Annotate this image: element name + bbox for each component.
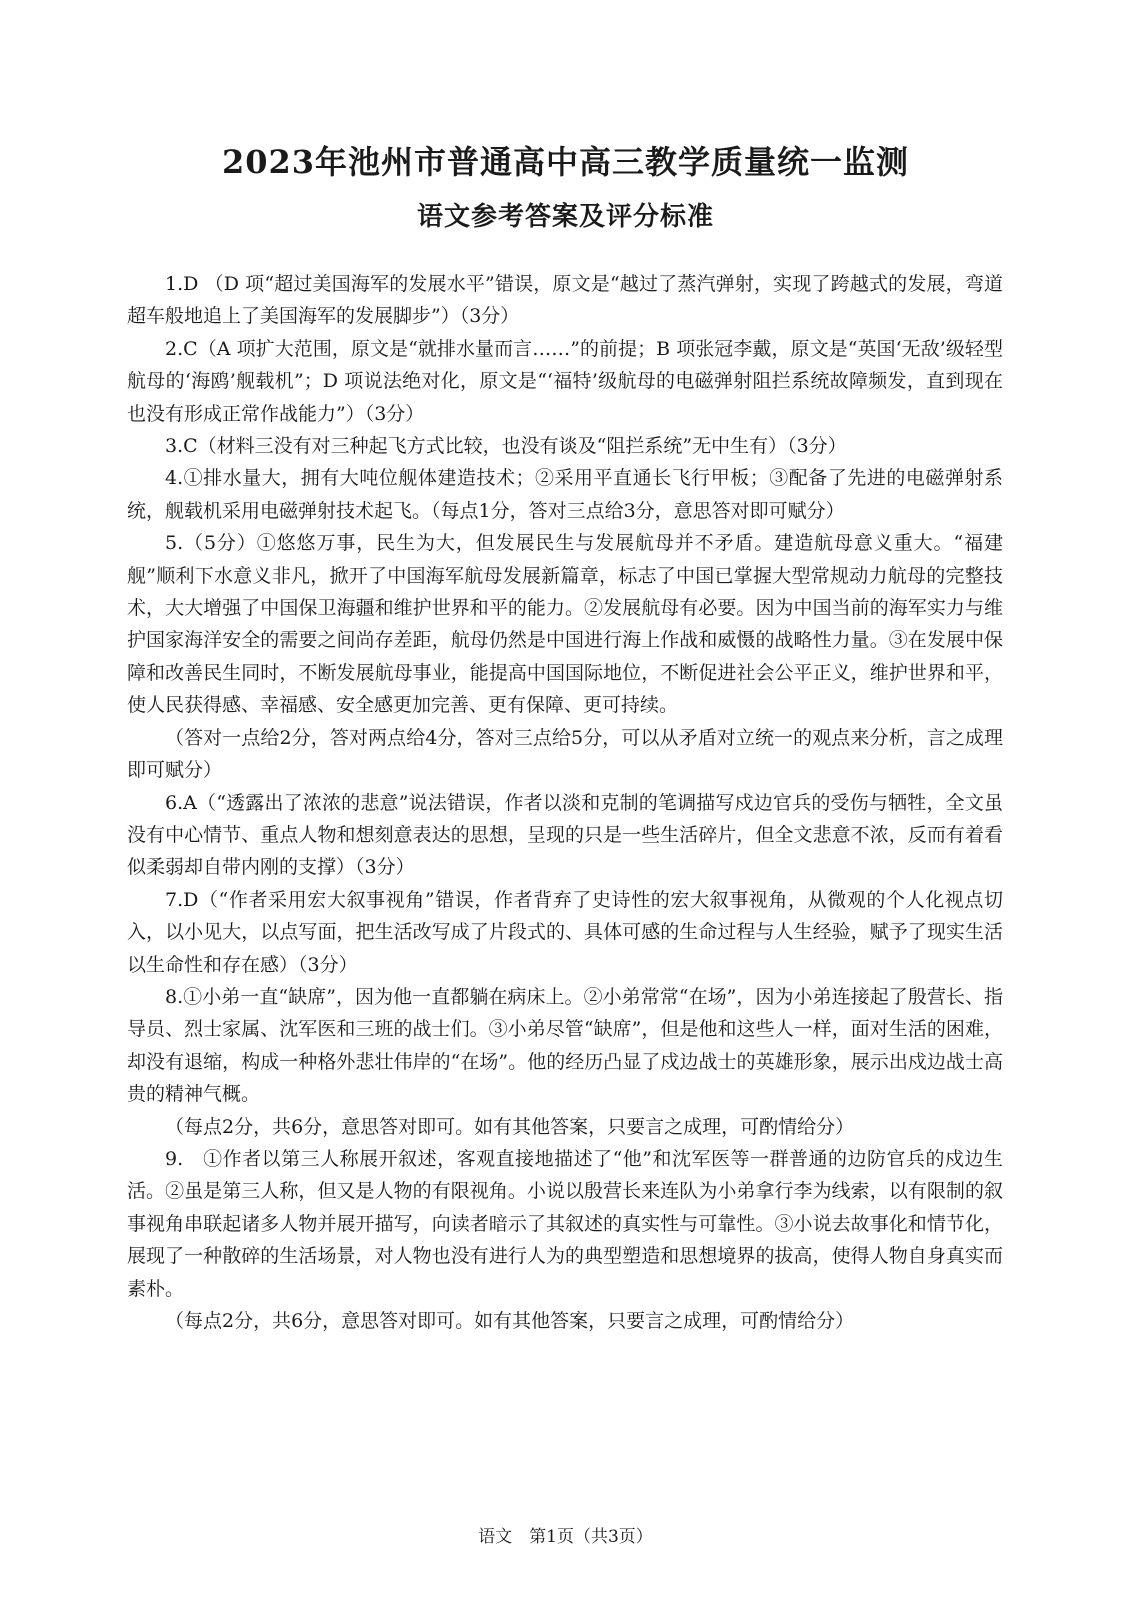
answer-8-scoring-note: （每点2分，共6分，意思答对即可。如有其他答案，只要言之成理，可酌情给分） bbox=[165, 1115, 855, 1138]
answer-8: 8.①小弟一直“缺席”，因为他一直都躺在病床上。②小弟常常“在场”，因为小弟连接起了殷营长、指导员、烈士家属、沈军医和三班的战士们。③小弟尽管“缺席”，但是他和这些人一样，面对生活的困难，却没有退缩，构成一种格外悲壮伟岸的“在场”。他的经历凸显了戍边战士的英雄形象，展示出戍边战士高贵的精神气概。 bbox=[127, 985, 1003, 1106]
answer-5: 5.（5分）①悠悠万事，民生为大，但发展民生与发展航母并不矛盾。建造航母意义重大。“福建舰”顺利下水意义非凡，掀开了中国海军航母发展新篇章，标志了中国已掌握大型常规动力航母的完整技术，大大增强了中国保卫海疆和维护世界和平的能力。②发展航母有必要。因为中国当前的海军实力与维护国家海洋安全的需要之间尚存差距，航母仍然是中国进行海上作战和威慑的战略性力量。③在发展中保障和改善民生同时，不断发展航母事业，能提高中国国际地位，不断促进社会公平正义，维护世界和平，使人民获得感、幸福感、安全感更加完善、更有保障、更可持续。 bbox=[127, 532, 1003, 717]
answer-1: 1.D （D 项“超过美国海军的发展水平”错误，原文是“越过了蒸汽弹射，实现了跨越式的发展，弯道超车般地追上了美国海军的发展脚步”）（3分） bbox=[127, 273, 1003, 328]
answer-2: 2.C（A 项扩大范围，原文是“就排水量而言……”的前提；B 项张冠李戴，原文是“英国‘无敌’级轻型航母的‘海鸥’舰载机”；D 项说法绝对化，原文是“‘福特’级航母的电磁弹射阻拦系统故障频发，直到现在也没有形成正常作战能力”）（3分） bbox=[127, 337, 1003, 425]
answer-9-scoring-note: （每点2分，共6分，意思答对即可。如有其他答案，只要言之成理，可酌情给分） bbox=[165, 1310, 855, 1332]
answer-5-scoring-note: （答对一点给2分，答对两点给4分，答对三点给5分，可以从矛盾对立统一的观点来分析，言之成理即可赋分） bbox=[127, 726, 1003, 782]
answer-7: 7.D（“作者采用宏大叙事视角”错误，作者背弃了史诗性的宏大叙事视角，从微观的个人化视点切入，以小见大，以点写面，把生活改写成了片段式的、具体可感的生命过程与人生经验，赋予了现实生活以生命性和存在感）（3分） bbox=[127, 888, 1003, 976]
page-footer: 语文 第1页（共3页） bbox=[478, 1527, 653, 1547]
answer-9: 9. ①作者以第三人称展开叙述，客观直接地描述了“他”和沈军医等一群普通的边防官兵的戍边生活。②虽是第三人称，但又是人物的有限视角。小说以殷营长来连队为小弟拿行李为线索，以有限制的叙事视角串联起诸多人物并展开描写，向读者暗示了其叙述的真实性与可靠性。③小说去故事化和情节化，展现了一种散碎的生活场景，对人物也没有进行人为的典型塑造和思想境界的拔高，使得人物自身真实而素朴。 bbox=[127, 1147, 1003, 1300]
answer-6: 6.A（“透露出了浓浓的悲意”说法错误，作者以淡和克制的笔调描写戍边官兵的受伤与牺牲，全文虽没有中心情节、重点人物和想刻意表达的思想，呈现的只是一些生活碎片，但全文悲意不浓，反而有着看似柔弱却自带内刚的支撑）（3分） bbox=[127, 791, 1003, 879]
answer-list bbox=[127, 268, 1003, 1337]
document-title: 2023年池州市普通高中高三教学质量统一监测 bbox=[221, 143, 910, 181]
answer-3: 3.C（材料三没有对三种起飞方式比较，也没有谈及“阻拦系统”无中生有）（3分） bbox=[165, 435, 847, 458]
answer-4: 4.①排水量大，拥有大吨位舰体建造技术；②采用平直通长飞行甲板；③配备了先进的电磁弹射系统，舰载机采用电磁弹射技术起飞。（每点1分，答对三点给3分，意思答对即可赋分） bbox=[127, 467, 1003, 522]
document-subtitle: 语文参考答案及评分标准 bbox=[416, 202, 714, 232]
